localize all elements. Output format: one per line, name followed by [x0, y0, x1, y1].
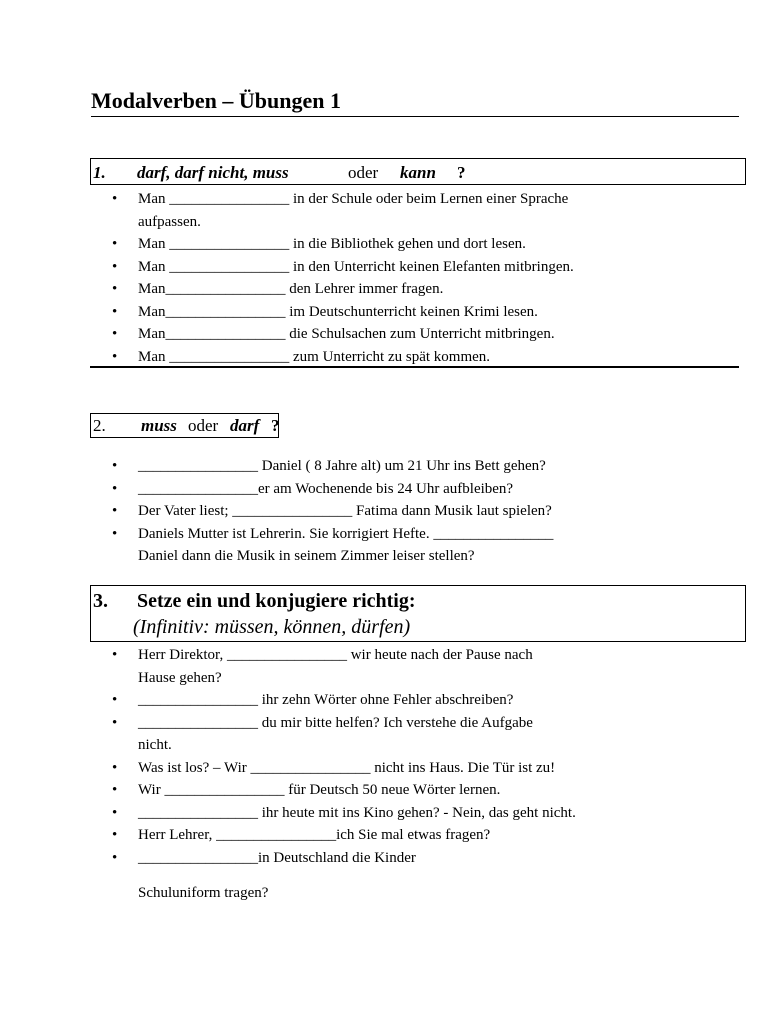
- page-title: Modalverben – Übungen 1: [91, 86, 739, 117]
- list-item: • ________________in Deutschland die Kinder: [92, 847, 692, 870]
- section-1-oder: oder: [348, 163, 379, 182]
- section-1-header: [90, 158, 746, 185]
- list-item-continuation: aufpassen.: [138, 213, 201, 230]
- section-3-title: Setze ein und konjugiere richtig:: [137, 590, 416, 612]
- section-3-subtitle: (Infinitiv: müssen, können, dürfen): [133, 616, 411, 638]
- section-3-continuation: Schuluniform tragen?: [138, 885, 269, 901]
- list-item: • Wir ________________ für Deutsch 50 neue Wörter lernen.: [92, 779, 692, 802]
- section-1-options: darf, darf nicht, muss: [137, 163, 289, 182]
- section-2-header: [90, 413, 279, 438]
- list-item: • Man________________ den Lehrer immer fragen.: [92, 278, 692, 301]
- section-2-list: [92, 455, 692, 568]
- list-item: • Man ________________ zum Unterricht zu spät kommen.: [92, 346, 692, 369]
- list-item: • Man________________ im Deutschunterricht keinen Krimi lesen.: [92, 301, 692, 324]
- section-3-list: [92, 644, 692, 869]
- list-item-continuation: Daniel dann die Musik in seinem Zimmer leiser stellen?: [138, 548, 475, 564]
- list-item: • Man ________________ in den Unterricht keinen Elefanten mitbringen.: [92, 256, 692, 279]
- section-3-number: 3.: [93, 590, 108, 612]
- list-item: • Man________________ die Schulsachen zum Unterricht mitbringen.: [92, 323, 692, 346]
- list-item: • Herr Lehrer, ________________ich Sie mal etwas fragen?: [92, 824, 692, 847]
- list-item: • Was ist los? – Wir ________________ nicht ins Haus. Die Tür ist zu!: [92, 757, 692, 780]
- list-item: • ________________er am Wochenende bis 24 Uhr aufbleiben?: [92, 478, 692, 501]
- list-item: • Daniels Mutter ist Lehrerin. Sie korrigiert Hefte. ________________: [92, 523, 692, 546]
- list-item: • Man ________________ in die Bibliothek gehen und dort lesen.: [92, 233, 692, 256]
- section-2-muss: muss: [141, 416, 177, 435]
- section-1-kann: kann: [400, 163, 436, 182]
- list-item: • ________________ ihr zehn Wörter ohne Fehler abschreiben?: [92, 689, 692, 712]
- section-2-darf: darf: [230, 416, 260, 435]
- section-2-oder: oder: [188, 416, 219, 435]
- list-item: • Herr Direktor, ________________ wir heute nach der Pause nach: [92, 644, 692, 667]
- list-item-continuation: Hause gehen?: [138, 669, 222, 686]
- list-item-continuation: nicht.: [138, 737, 172, 753]
- list-item: • ________________ Daniel ( 8 Jahre alt) um 21 Uhr ins Bett gehen?: [92, 455, 692, 478]
- section-3-header: [90, 585, 746, 642]
- section-2-number: 2.: [93, 416, 106, 435]
- section-2-question-mark: ?: [271, 416, 280, 435]
- section-1-list: [92, 188, 692, 368]
- list-item: • ________________ du mir bitte helfen? Ich verstehe die Aufgabe: [92, 712, 692, 735]
- section-1-number: 1.: [93, 163, 106, 182]
- section-1-divider: [90, 366, 739, 368]
- list-item: • ________________ ihr heute mit ins Kino gehen? - Nein, das geht nicht.: [92, 802, 692, 825]
- section-1-question-mark: ?: [457, 163, 466, 182]
- list-item: • Der Vater liest; ________________ Fatima dann Musik laut spielen?: [92, 500, 692, 523]
- list-item: • Man ________________ in der Schule oder beim Lernen einer Sprache: [92, 188, 692, 211]
